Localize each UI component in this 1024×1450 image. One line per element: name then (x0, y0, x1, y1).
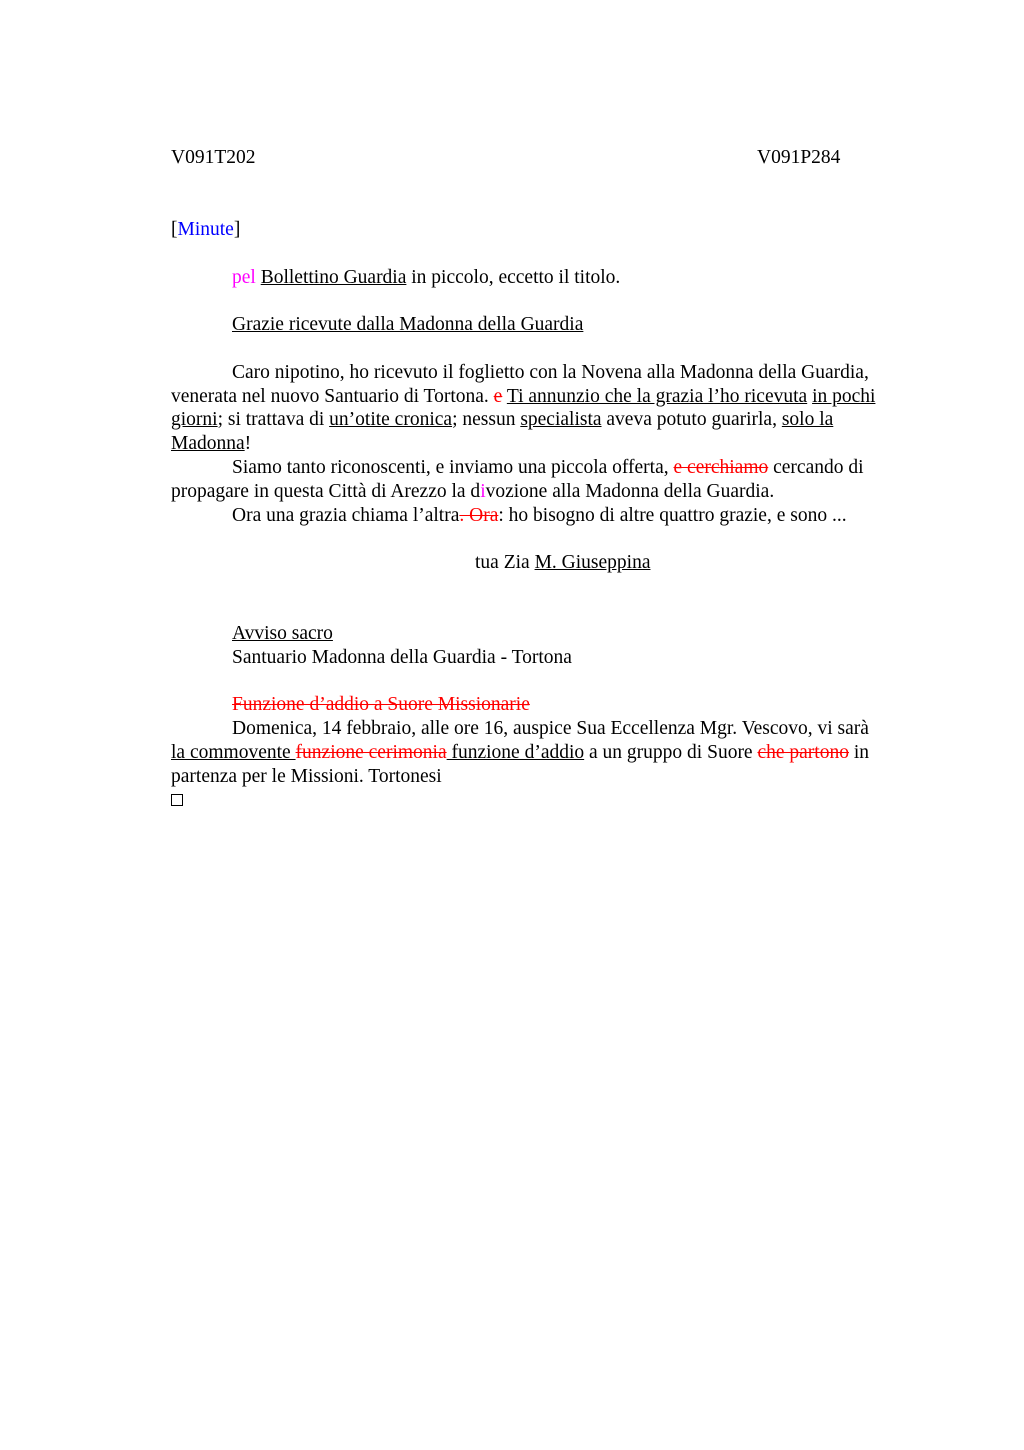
deleted-funzione-cerimonia: funzione cerimonia (295, 742, 447, 763)
instruction-line (232, 266, 620, 290)
bracket-close: ] (233, 219, 241, 240)
p2-line1 (232, 456, 864, 480)
underlined-giorni: giorni (171, 409, 218, 430)
p1-line4 (171, 432, 251, 456)
p4-line1: Domenica, 14 febbraio, alle ore 16, auspice Sua Eccellenza Mgr. Vescovo, vi sarà (232, 718, 869, 739)
instruction-rest: in piccolo, eccetto il titolo. (406, 267, 621, 288)
text: vozione alla Madonna della Guardia. (485, 481, 775, 502)
deleted-e-cerchiamo: e cerchiamo (673, 457, 769, 478)
text: aveva potuto guarirla, (601, 409, 782, 430)
minute-label (171, 218, 240, 242)
underlined-specialista: specialista (520, 409, 602, 430)
p2-line2 (171, 480, 774, 504)
underlined-la-commovente: la commovente (171, 742, 296, 763)
text: cercando di (768, 457, 864, 478)
avviso-place: Santuario Madonna della Guardia - Tortona (232, 647, 572, 668)
bollettino-guardia: Bollettino Guardia (260, 267, 407, 288)
text: venerata nel nuovo Santuario di Tortona. (171, 386, 494, 407)
bracket-open: [ (171, 219, 178, 240)
text: propagare in questa Città di Arezzo la d (171, 481, 481, 502)
text: in (848, 742, 870, 763)
text: ; nessun (452, 409, 521, 430)
text: ; si trattava di (217, 409, 330, 430)
text: ! (244, 433, 252, 454)
empty-box-icon (171, 789, 183, 813)
p1-line1: Caro nipotino, ho ricevuto il foglietto con la Novena alla Madonna della Guardia, (232, 362, 869, 383)
p1-line3 (171, 408, 833, 432)
p1-line2 (171, 385, 875, 409)
text: Siamo tanto riconoscenti, e inviamo una piccola offerta, (232, 457, 674, 478)
header-left-code: V091T202 (171, 147, 256, 168)
deleted-che-partono: che partono (757, 742, 849, 763)
p4-line3: partenza per le Missioni. Tortonesi (171, 766, 442, 787)
deleted-e: e (493, 386, 503, 407)
underlined-madonna: Madonna (171, 433, 245, 454)
avviso-title: Avviso sacro (232, 623, 333, 644)
underlined-in-pochi: in pochi (812, 386, 876, 407)
deleted-ora: . Ora (459, 505, 499, 526)
signature (475, 551, 650, 575)
signature-name: M. Giuseppina (534, 552, 651, 573)
p3-line (232, 504, 847, 528)
deleted-title-funzione: Funzione d’addio a Suore Missionarie (232, 694, 530, 715)
box-icon (171, 794, 183, 806)
text: a un gruppo di Suore (584, 742, 758, 763)
underlined-annunzio: Ti annunzio che la grazia l’ho ricevuta (506, 386, 808, 407)
text: : ho bisogno di altre quattro grazie, e sono ... (498, 505, 847, 526)
underlined-otite: un’otite cronica (329, 409, 453, 430)
text: tua Zia (475, 552, 535, 573)
inserted-i: i (480, 481, 486, 502)
p4-line2 (171, 741, 869, 765)
header-right-code: V091P284 (757, 147, 841, 168)
text: Ora una grazia chiama l’altra (232, 505, 460, 526)
underlined-solo-la: solo la (781, 409, 834, 430)
title-grazie: Grazie ricevute dalla Madonna della Guardia (232, 314, 584, 335)
underlined-funzione-addio: funzione d’addio (446, 742, 585, 763)
minute-word: Minute (177, 219, 234, 240)
pel-word: pel (232, 267, 256, 288)
